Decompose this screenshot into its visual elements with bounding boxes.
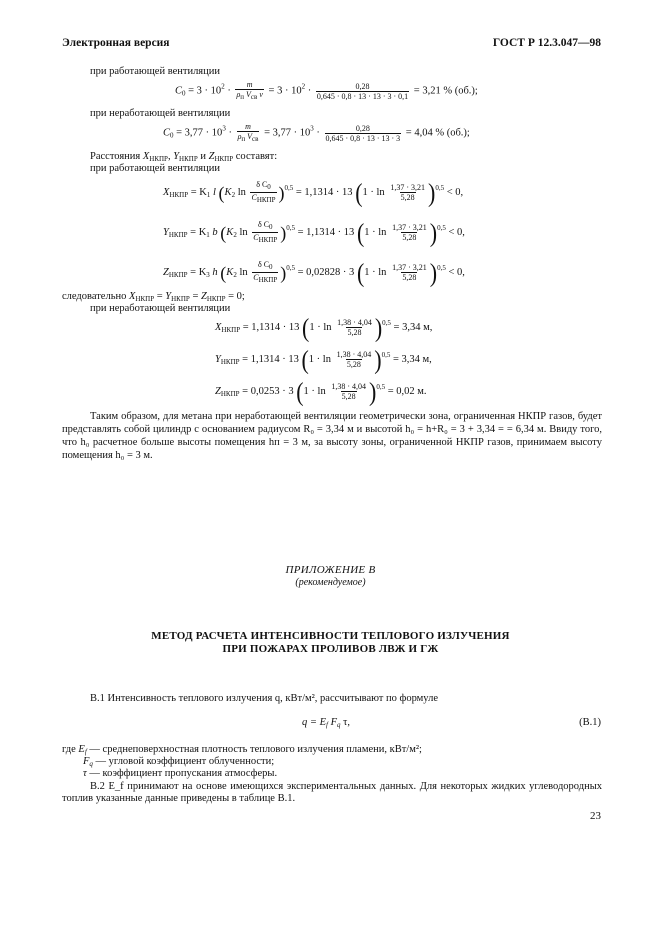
formula-x-nonwork: $X_{НКПР} = 1,1314 \cdot 13$ (1 · ln $\frac{1,38 \cdot 4,04}{5,28}$ )$^{0,5}$ = 3,34 м, [215,311,433,342]
conclusion-paragraph: Таким образом, для метана при неработающей вентиляции геометрически зона, ограниченная НКПР газов, будет представлять собой цилиндр с основанием радиусом R₀ = 3,34 м и высотой h₀ = h+R₀ = 3 + 3,34 = = 6,34 м. Ввиду того, что h₀ расчетное больше высоты помещения hп = 3 м, за высоту зоны, ограниченной НКПР газов, принимаем высоту помещения h₀ = 3 м. [62,411,602,461]
label-nonwork-vent-2: при неработающей вентиляции [90,303,231,314]
formula-z-work: $Z_{НКПР} = K_3$ h ($K_2$ ln $\frac{\text{δ C0}}{\text{CНКПР}}$ )$^{0,5}$ = 0,02828 · 3 (1 · ln $\frac{1,37 \cdot 3,21}{5,28}$ )$^{0,5}$ < 0, [163,256,465,287]
where-item-tau: τ — коэффициент пропускания атмосферы. [83,768,278,779]
appendix-title: ПРИЛОЖЕНИЕ В [285,564,376,576]
header-left: Электронная версия [62,37,170,49]
formula-x-work: $X_{НКПР} = K_1$ l ($K_2$ ln $\frac{\text{δ C0}}{\text{CНКПР}}$ )$^{0,5}$ = 1,1314 · 13 (1 · ln $\frac{1,37 \cdot 3,21}{5,28}$ )$^{0,5}$ < 0, [163,176,464,207]
header-right: ГОСТ Р 12.3.047—98 [492,37,601,49]
label-nonwork-vent: при неработающей вентиляции [90,108,231,119]
where-item-ef: где Ef — среднеповерхностная плотность теплового излучения пламени, кВт/м²; [62,744,422,756]
formula-c0-work: $C_0 = 3 \cdot 10^2$ · $\frac{m}{\text{ρп Vсв ν}}$ = $3 \cdot 10^2$ · $\frac{0,28}{0,645 \cdot 0,8 \cdot 13 \cdot 13 \cdot 3 \cdot 0,1}$ = 3,21 % (об.); [175,80,478,101]
consequently-line: следовательно $X_{НКПР} = Y_{НКПР} = Z_{НКПР} = 0$; [62,291,245,303]
section-b1: В.1 Интенсивность теплового излучения q, кВт/м², рассчитывают по формуле [90,693,438,704]
label-work-vent: при работающей вентиляции [90,66,220,77]
formula-y-work: $Y_{НКПР} = K_1$ b ($K_2$ ln $\frac{\text{δ C0}}{\text{CНКПР}}$ )$^{0,5}$ = 1,1314 · 13 (1 · ln $\frac{1,37 \cdot 3,21}{5,28}$ )$^{0,5}$ < 0, [163,216,465,247]
formula-y-nonwork: $Y_{НКПР} = 1,1314 \cdot 13$ (1 · ln $\frac{1,38 \cdot 4,04}{5,28}$ )$^{0,5}$ = 3,34 м, [215,343,432,374]
distances-intro: Расстояния $X_{НКПР}$, $Y_{НКПР}$ и $Z_{НКПР}$ составят: [90,151,278,163]
formula-b1-number: (В.1) [579,717,601,728]
appendix-heading-line2: ПРИ ПОЖАРАХ ПРОЛИВОВ ЛВЖ И ГЖ [222,643,439,655]
where-item-fq: Fq — угловой коэффициент облученности; [83,756,275,768]
formula-c0-nonwork: $C_0 = 3,77 \cdot 10^3$ · $\frac{m}{\text{ρп Vсв}}$ = $3,77 \cdot 10^3$ · $\frac{0,28}{0,645 \cdot 0,8 \cdot 13 \cdot 13 \cdot 3}$ = 4,04 % (об.); [163,122,470,143]
label-work-vent-2: при работающей вентиляции [90,163,220,174]
page-number: 23 [590,810,601,822]
formula-z-nonwork: $Z_{НКПР} = 0,0253 \cdot 3$ (1 · ln $\frac{1,38 \cdot 4,04}{5,28}$ )$^{0,5}$ = 0,02 м. [215,375,427,406]
formula-b1: q = Ef Fq τ, [302,717,350,729]
appendix-subtitle: (рекомендуемое) [295,577,366,588]
appendix-heading-line1: МЕТОД РАСЧЕТА ИНТЕНСИВНОСТИ ТЕПЛОВОГО ИЗЛУЧЕНИЯ [151,630,510,642]
section-b2: В.2 E_f принимают на основе имеющихся экспериментальных данных. Для некоторых жидких углеводородных топлив указанные данные приведены в таблице В.1. [62,781,602,804]
